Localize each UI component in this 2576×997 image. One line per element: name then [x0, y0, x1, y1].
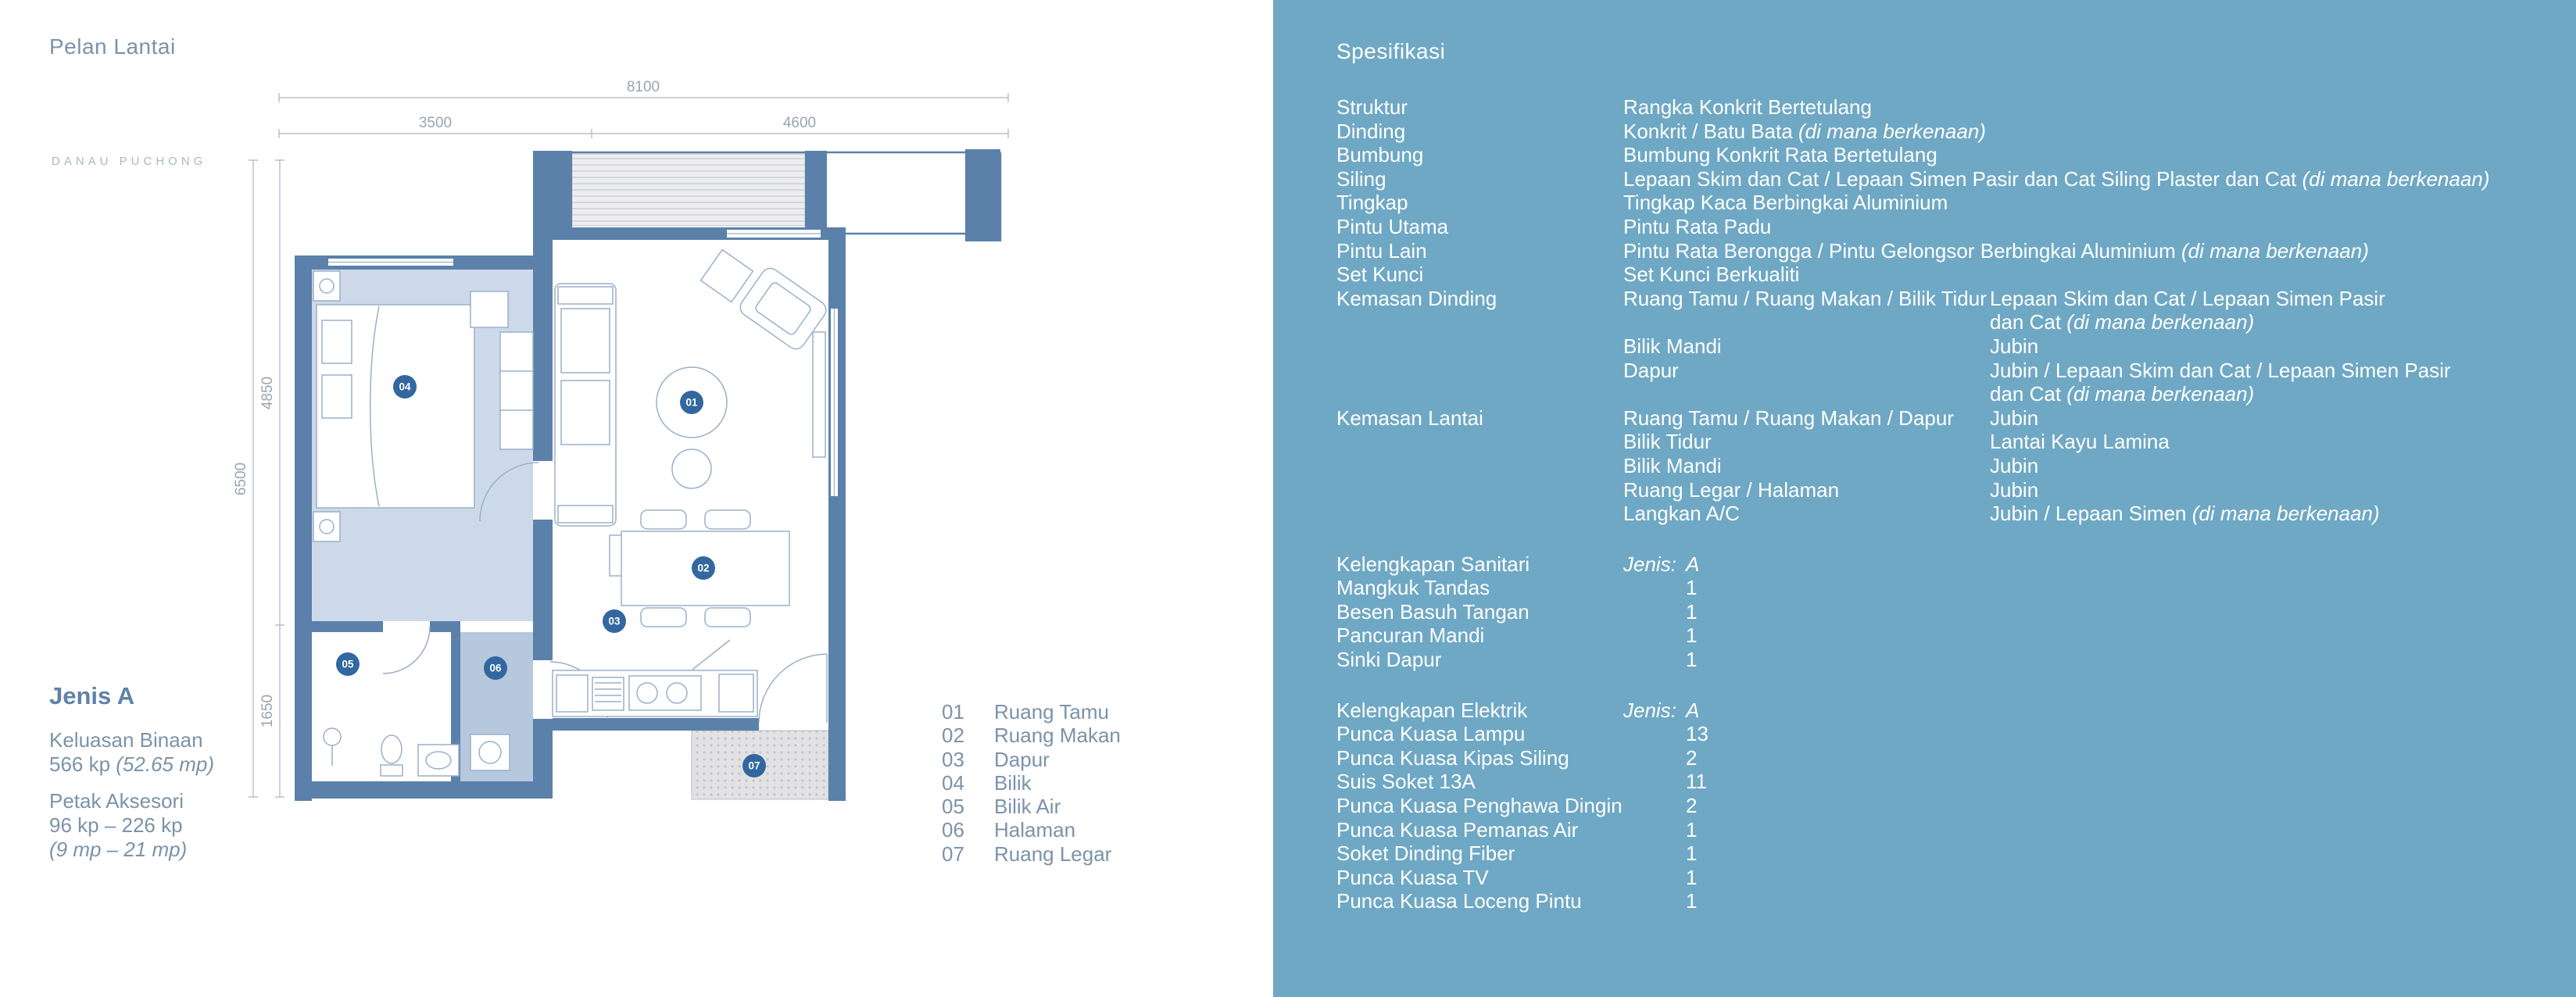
- spec-row: Pintu Utama Pintu Rata Padu: [1336, 214, 1772, 238]
- spec-row: Siling Lepaan Skim dan Cat / Lepaan Simen Pasir dan Cat Siling Plaster dan Cat (di mana berkenaan): [1336, 166, 2490, 191]
- spec-row: Struktur Rangka Konkrit Bertetulang: [1336, 95, 1872, 119]
- page-title: Pelan Lantai: [49, 34, 176, 59]
- balcony-ac-ledge: [572, 154, 805, 226]
- legend-row: 01 Ruang Tamu: [942, 700, 1109, 724]
- spec-row: Dapur Jubin / Lepaan Skim dan Cat / Lepaan Simen Pasir: [1623, 358, 2451, 382]
- badge-ruang-legar: [742, 754, 766, 777]
- spec-row: Pintu Lain Pintu Rata Berongga / Pintu Gelongsor Berbingkai Aluminium (di mana berkenaan): [1336, 238, 2369, 263]
- badge-halaman: [484, 656, 507, 680]
- spec-row: Kemasan Dinding Ruang Tamu / Ruang Makan / Bilik Tidur Lepaan Skim dan Cat / Lepaan Simen Pasir: [1336, 286, 2385, 310]
- spec-count-row: Suis Soket 13A 11: [1336, 770, 1707, 794]
- spec-row: Tingkap Tingkap Kaca Berbingkai Aluminium: [1336, 191, 1948, 215]
- kitchen-furniture: [553, 670, 757, 716]
- spec-count-row: Punca Kuasa Pemanas Air 1: [1336, 817, 1698, 842]
- legend-row: 03 Dapur: [942, 747, 1050, 771]
- spec-row: Bilik Tidur Lantai Kayu Lamina: [1623, 430, 2170, 454]
- spec-count-row: Punca Kuasa Kipas Siling 2: [1336, 745, 1698, 770]
- badge-dapur: [603, 609, 626, 633]
- project-watermark: DANAU PUCHONG: [52, 155, 207, 168]
- spec-count-row: Sinki Dapur 1: [1336, 648, 1698, 672]
- dim-top-total: 8100: [626, 79, 660, 95]
- built-up-area: Keluasan Binaan 566 kp (52.65 mp): [49, 728, 215, 776]
- spec-row: Set Kunci Set Kunci Berkualiti: [1336, 263, 1800, 287]
- dim-side-total: 6500: [233, 462, 249, 496]
- spec-count-row: Punca Kuasa Lampu 13: [1336, 722, 1708, 746]
- svg-text:01: 01: [685, 396, 698, 409]
- spec-count-row: Pancuran Mandi 1: [1336, 624, 1698, 648]
- badge-ruang-makan: [692, 556, 715, 580]
- dim-side-lower: 1650: [259, 694, 276, 728]
- spec-count-row: Soket Dinding Fiber 1: [1336, 842, 1698, 866]
- spec-row: Kemasan Lantai Ruang Tamu / Ruang Makan / Dapur Jubin: [1336, 406, 2039, 430]
- spec-row: dan Cat (di mana berkenaan): [1990, 310, 2255, 334]
- svg-text:02: 02: [697, 562, 710, 574]
- spec-row: Langkan A/C Jubin / Lepaan Simen (di mana berkenaan): [1623, 502, 2380, 526]
- spec-row: Bumbung Bumbung Konkrit Rata Bertetulang: [1336, 143, 1937, 167]
- unit-info: [49, 683, 377, 874]
- legend-row: 05 Bilik Air: [942, 795, 1061, 819]
- badge-ruang-tamu: [680, 391, 703, 414]
- dim-top-right: 4600: [782, 115, 817, 131]
- svg-text:07: 07: [748, 759, 760, 772]
- legend-row: 06 Halaman: [942, 818, 1076, 842]
- spec-row: Bilik Mandi Jubin: [1623, 334, 2039, 358]
- spec-panel: [1273, 0, 2576, 997]
- svg-text:06: 06: [489, 662, 502, 674]
- dim-side-upper: 4850: [259, 376, 276, 410]
- svg-text:04: 04: [399, 381, 411, 393]
- spec-row: dan Cat (di mana berkenaan): [1990, 382, 2255, 406]
- spec-table: [1336, 95, 2554, 913]
- legend-row: 07 Ruang Legar: [942, 842, 1112, 866]
- dim-top-left: 3500: [418, 115, 453, 131]
- spec-row: Dinding Konkrit / Batu Bata (di mana berkenaan): [1336, 119, 1986, 143]
- svg-text:03: 03: [608, 615, 621, 627]
- badge-bilik-air: [336, 652, 360, 676]
- svg-text:05: 05: [342, 658, 354, 670]
- spec-section-header: Kelengkapan Sanitari Jenis: A: [1336, 552, 1700, 576]
- badge-bilik: [393, 375, 417, 398]
- spec-section-header: Kelengkapan Elektrik Jenis: A: [1336, 698, 1700, 722]
- accessory-parcel: Petak Aksesori 96 kp – 226 kp (9 mp – 21 mp): [49, 789, 188, 861]
- spec-row: Ruang Legar / Halaman Jubin: [1623, 477, 2039, 502]
- spec-count-row: Besen Basuh Tangan 1: [1336, 599, 1698, 624]
- legend-row: 02 Ruang Makan: [942, 724, 1121, 748]
- spec-count-row: Mangkuk Tandas 1: [1336, 576, 1698, 600]
- unit-name: Jenis A: [49, 682, 135, 709]
- spec-row: Bilik Mandi Jubin: [1623, 453, 2039, 477]
- spec-count-row: Punca Kuasa Loceng Pintu 1: [1336, 889, 1698, 913]
- spec-count-row: Punca Kuasa Penghawa Dingin 2: [1336, 794, 1698, 818]
- room-legend: [942, 700, 1121, 866]
- spec-count-row: Punca Kuasa TV 1: [1336, 865, 1698, 889]
- spec-title: Spesifikasi: [1336, 39, 1446, 63]
- legend-row: 04 Bilik: [942, 770, 1032, 795]
